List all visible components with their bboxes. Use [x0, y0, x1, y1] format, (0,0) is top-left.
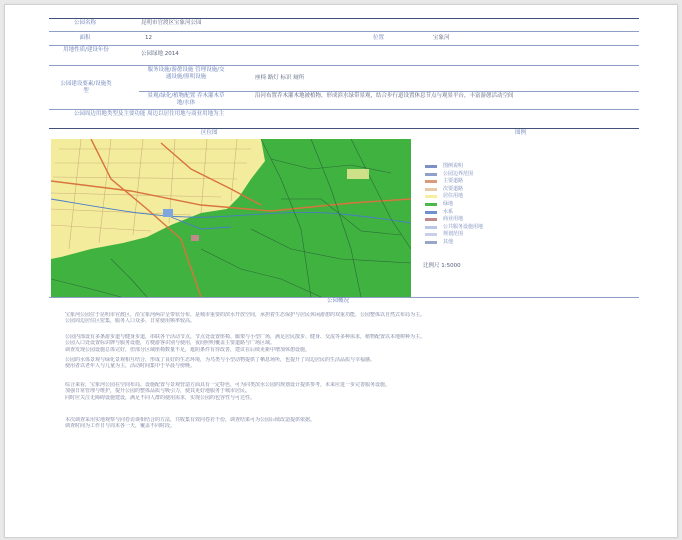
row4-val1: 座椅 路灯 标识 厕所	[255, 75, 305, 81]
paragraph-1	[65, 312, 621, 325]
text-caption: 公园概况	[327, 298, 350, 304]
legend-swatch	[425, 165, 437, 168]
paragraph-line: 本次调查采用实地观察与问卷访谈相结合的方法，共收集有效问卷若干份，调查结果可为公园后续改造提供依据。	[65, 417, 316, 423]
map-graphic	[51, 139, 411, 297]
paragraph-line: 综合来看，宝象河公园在空间布局、设施配置与景观营造方面具有一定特色，可为同类滨水公园的规划设计提供参考，未来应进一步完善服务设施。	[65, 382, 391, 388]
map-caption-left: 区位图	[201, 130, 218, 136]
legend-label: 其他	[443, 238, 454, 245]
legend-swatch	[425, 233, 437, 236]
document-page	[4, 4, 678, 538]
paragraph-line: 公园周边居住区密集，服务人口众多，日常使用频率较高。	[65, 318, 196, 325]
legend-label: 图例说明	[443, 163, 464, 169]
paragraph-line: 公园内部设有多条游步道与健身步道，串联各个活动节点，节点处设置座椅、廊架与小型广场，满足居民散步、健身、交流等多种需求，植物配置以本地树种为主。	[65, 334, 426, 340]
legend-item	[425, 163, 565, 171]
legend-swatch	[425, 241, 437, 244]
location-map	[51, 139, 411, 297]
legend-label: 水系	[443, 208, 454, 215]
map-legend	[425, 163, 565, 247]
paragraph-2	[65, 334, 621, 353]
legend-label: 主要道路	[443, 178, 464, 185]
legend-swatch	[425, 211, 437, 214]
row1-label: 公园名称	[73, 20, 96, 26]
paragraph-line: 同时应关注无障碍设施建设，满足不同人群的使用需求，实现公园的包容性与可达性。	[65, 394, 256, 401]
row2-label2: 位置	[373, 35, 385, 41]
paragraph-line: 使用者以老年人与儿童为主，活动时间集中于早晨与傍晚。	[65, 363, 196, 370]
paragraph-line: 加强日常管理与维护，提升公园的整体品质与吸引力，使其更好地服务于城市居民。	[65, 388, 251, 395]
row4-sub2: 景观/绿化/植物配置 乔木灌木草地/水体	[147, 93, 225, 106]
legend-swatch	[425, 218, 437, 221]
legend-swatch	[425, 203, 437, 206]
legend-swatch	[425, 226, 437, 229]
legend-swatch	[425, 188, 437, 191]
table-top-rule	[49, 18, 639, 19]
row2-rule	[49, 45, 639, 46]
scale-label: 比例尺 1:5000	[423, 263, 461, 269]
row3-value: 公园绿地 2014	[141, 51, 179, 57]
legend-item	[425, 239, 565, 247]
legend-label: 公园边界范围	[443, 170, 474, 177]
paragraph-line: 调查发现公园设施总体完好，但部分区域座椅数量不足，遮阴条件有待改善，建议在后续更新中增加休憩设施。	[65, 346, 311, 353]
paragraph-line: 宝象河公园位于昆明市官渡区，沿宝象河两岸呈带状分布，是城市重要的滨水开放空间，承担着生态保护与居民休闲游憩的双重功能，公园整体以自然式布局为主。	[65, 312, 426, 318]
legend-swatch	[425, 180, 437, 183]
legend-label: 公共服务设施用地	[443, 223, 484, 230]
legend-item	[425, 231, 565, 239]
row2-value2: 宝象河	[433, 35, 450, 41]
legend-item	[425, 178, 565, 186]
row5-rule	[49, 128, 639, 129]
legend-swatch	[425, 173, 437, 176]
row1-rule	[49, 31, 639, 32]
legend-item	[425, 201, 565, 209]
legend-label: 居住用地	[443, 193, 464, 200]
legend-label: 次要道路	[443, 185, 464, 192]
paragraph-line: 公园的水体景观与绿化景观相互结合，形成了良好的生态环境，为鸟类与小型动物提供了栖息场所，也提升了周边居民的生活品质与幸福感。	[65, 357, 376, 363]
legend-item	[425, 216, 565, 224]
legend-swatch	[425, 195, 437, 198]
row4-sub1: 服务设施/游憩设施 管理设施/交通设施/照明设施	[147, 67, 225, 80]
paragraph-4	[65, 382, 621, 401]
row4-rule	[49, 109, 639, 110]
paragraph-line: 调查时间为工作日与周末各一天，覆盖不同时段。	[65, 423, 176, 430]
paragraph-5	[65, 417, 621, 430]
legend-label: 规划范围	[443, 231, 464, 238]
map-caption-right: 图例	[515, 130, 527, 136]
row3-label: 用地性质/建设年份	[63, 47, 109, 53]
legend-label: 绿地	[443, 200, 454, 207]
legend-item	[425, 193, 565, 201]
row2-value: 12	[145, 35, 152, 41]
row5-label: 公园周边用地类型及主要功能 周边以居住用地与商业用地为主	[73, 111, 225, 117]
row4-val2: 沿河布置乔木灌木地被植物，形成滨水绿带景观，结合步行道设置休息节点与观景平台，丰富游憩活动空间	[255, 93, 514, 99]
row3-rule	[49, 65, 639, 66]
row2-label: 面积	[79, 35, 91, 41]
row4a-rule	[139, 91, 639, 92]
legend-label: 商业用地	[443, 216, 464, 223]
row1-value: 昆明市官渡区宝象河公园	[141, 20, 202, 26]
paragraph-3	[65, 357, 621, 370]
row4-label: 公园建设要素/设施类型	[60, 81, 112, 94]
paragraph-line: 公园入口处设置标识牌与服务设施，方便游客识别与使用，夜间照明覆盖主要道路与广场区域。	[65, 340, 276, 347]
